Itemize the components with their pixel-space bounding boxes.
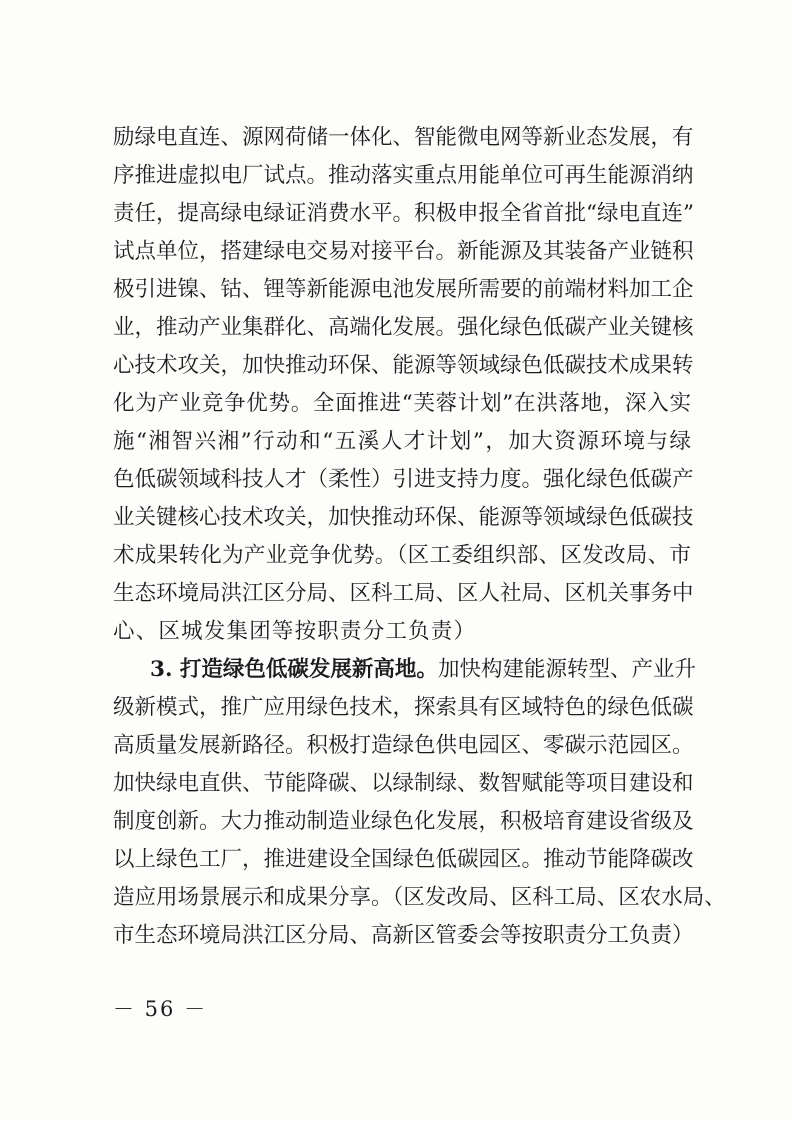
section-heading-line [150,652,696,688]
page-number: － 56 － [113,997,208,1021]
paragraph-line: 造应用场景展示和成果分享。（区发改局、区科工局、区农水局、 [113,885,726,910]
paragraph-line: 化为产业竞争优势。全面推进“芙蓉计划”在洪落地，深入实 [113,391,691,416]
paragraph-line: 高质量发展新路径。积极打造绿色供电园区、零碳示范园区。 [113,733,694,758]
paragraph-line: 心、区城发集团等按职责分工负责） [113,619,477,644]
paragraph-line: 业关键核心技术攻关，加快推动环保、能源等领域绿色低碳技 [113,505,694,530]
paragraph-line: 级新模式，推广应用绿色技术，探索具有区域特色的绿色低碳 [113,695,694,720]
paragraph-line: 励绿电直连、源网荷储一体化、智能微电网等新业态发展，有 [113,125,694,150]
paragraph-line: 加快绿电直供、节能降碳、以绿制绿、数智赋能等项目建设和 [113,771,694,796]
paragraph-line: 责任，提高绿电绿证消费水平。积极申报全省首批“绿电直连” [113,201,694,226]
paragraph-line: 制度创新。大力推动制造业绿色化发展，积极培育建设省级及 [113,809,694,834]
section-heading-rest: 加快构建能源转型、产业升 [437,657,696,682]
section-heading: 3. 打造绿色低碳发展新高地。 [150,657,438,682]
paragraph-line: 以上绿色工厂，推进建设全国绿色低碳园区。推动节能降碳改 [113,847,694,872]
paragraph-line: 序推进虚拟电厂试点。推动落实重点用能单位可再生能源消纳 [113,163,694,188]
paragraph-line: 试点单位，搭建绿电交易对接平台。新能源及其装备产业链积 [113,239,694,264]
paragraph-line: 施“湘智兴湘”行动和“五溪人才计划”，加大资源环境与绿 [113,429,691,454]
paragraph-line: 生态环境局洪江区分局、区科工局、区人社局、区机关事务中 [113,581,694,606]
paragraph-line: 极引进镍、钴、锂等新能源电池发展所需要的前端材料加工企 [113,277,694,302]
paragraph-line: 业，推动产业集群化、高端化发展。强化绿色低碳产业关键核 [113,315,694,340]
paragraph-line: 色低碳领域科技人才（柔性）引进支持力度。强化绿色低碳产 [113,467,694,492]
paragraph-line: 心技术攻关，加快推动环保、能源等领域绿色低碳技术成果转 [113,353,694,378]
paragraph-line: 术成果转化为产业竞争优势。（区工委组织部、区发改局、市 [113,543,691,568]
paragraph-line: 市生态环境局洪江区分局、高新区管委会等按职责分工负责） [113,923,694,948]
